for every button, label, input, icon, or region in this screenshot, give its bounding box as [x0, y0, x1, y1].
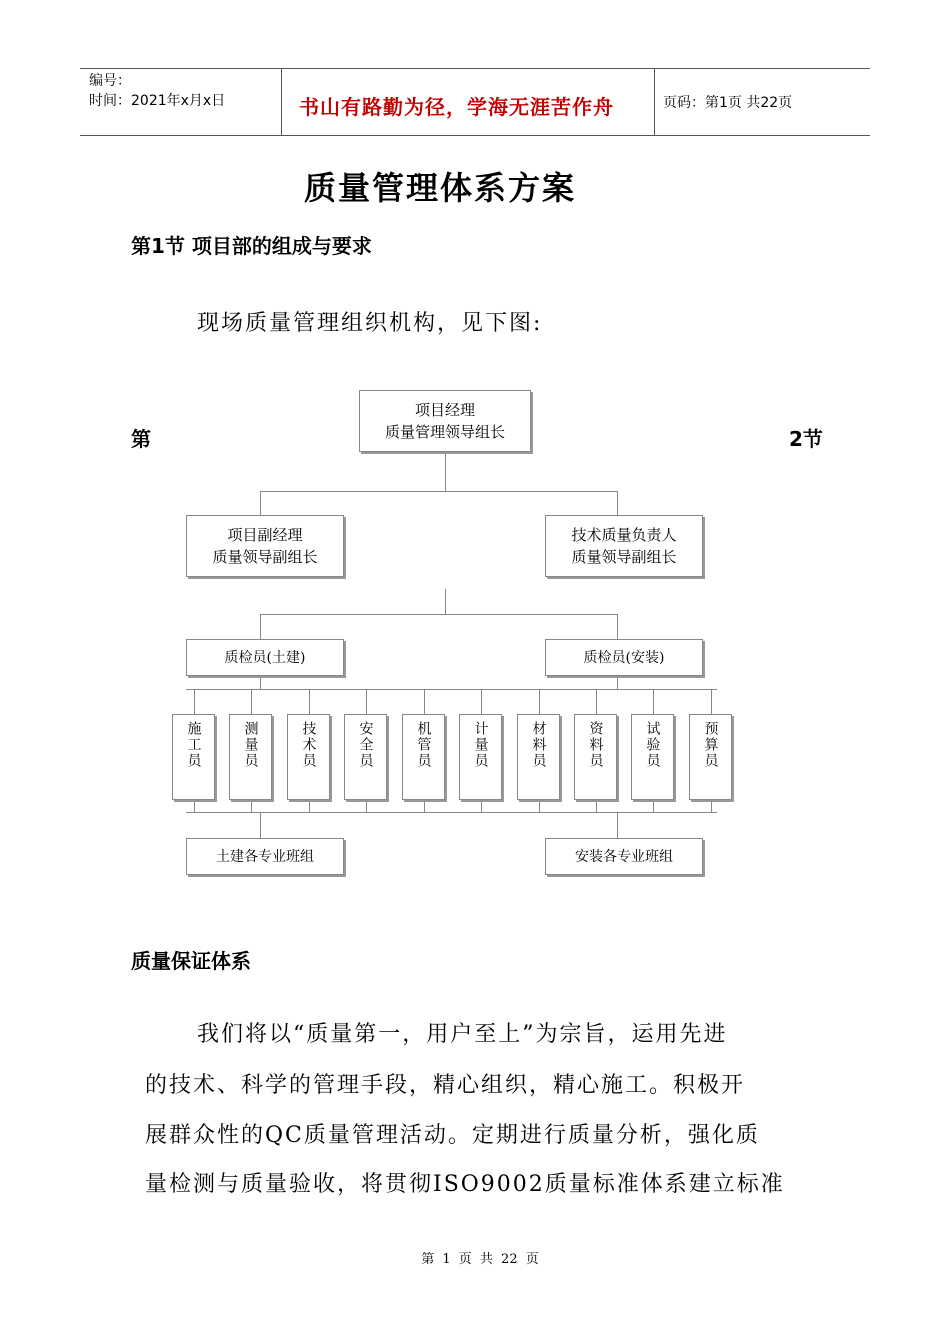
- node-line: 质检员(土建): [224, 649, 306, 666]
- connector-line: [251, 689, 252, 714]
- connector-line: [711, 689, 712, 714]
- org-node-staff: 资料员: [574, 714, 617, 800]
- connector-line: [653, 800, 654, 812]
- connector-line: [194, 800, 195, 812]
- connector-line: [424, 689, 425, 714]
- org-node-technical-quality-lead: [545, 515, 703, 577]
- connector-line: [617, 676, 618, 689]
- connector-line: [481, 800, 482, 812]
- org-node-team-install: [545, 838, 703, 875]
- node-line: 质量管理领导组长: [384, 423, 505, 441]
- connector-line: [596, 689, 597, 714]
- connector-line: [260, 491, 261, 515]
- org-node-inspector-install: [545, 639, 703, 676]
- org-node-staff: 试验员: [631, 714, 674, 800]
- connector-line: [260, 676, 261, 689]
- node-line: 土建各专业班组: [216, 848, 314, 865]
- org-node-staff: 预算员: [689, 714, 732, 800]
- paragraph-line: 我们将以“质量第一，用户至上”为宗旨，运用先进: [197, 1022, 728, 1047]
- connector-line: [186, 689, 717, 690]
- header-top-border: [80, 68, 870, 69]
- org-node-staff: 施工员: [172, 714, 215, 800]
- paragraph-line: 的技术、科学的管理手段，精心组织，精心施工。积极开: [145, 1073, 746, 1098]
- connector-line: [653, 689, 654, 714]
- org-node-team-civil: [186, 838, 344, 875]
- stray-heading-right: 2节: [789, 427, 823, 451]
- paragraph-line: 量检测与质量验收，将贯彻ISO9002质量标准体系建立标准: [145, 1172, 785, 1197]
- header-divider: [281, 68, 282, 136]
- org-node-staff: 安全员: [344, 714, 387, 800]
- org-node-staff: 计量员: [459, 714, 502, 800]
- connector-line: [539, 689, 540, 714]
- connector-line: [711, 800, 712, 812]
- connector-line: [309, 689, 310, 714]
- connector-line: [539, 800, 540, 812]
- doc-number-label: 编号：: [89, 73, 131, 89]
- org-node-staff: 技术员: [287, 714, 330, 800]
- intro-line: 现场质量管理组织机构，见下图:: [197, 311, 543, 336]
- connector-line: [445, 452, 446, 491]
- connector-line: [260, 812, 261, 838]
- connector-line: [309, 800, 310, 812]
- header-bottom-border: [80, 135, 870, 136]
- org-node-project-manager: [359, 390, 531, 452]
- connector-line: [186, 812, 717, 813]
- connector-line: [617, 614, 618, 639]
- section-2-heading: 质量保证体系: [131, 949, 251, 973]
- org-node-deputy-manager: [186, 515, 344, 577]
- node-line: 项目经理: [414, 401, 475, 419]
- connector-line: [424, 800, 425, 812]
- doc-time-label: 时间：2021年x月x日: [89, 93, 226, 109]
- section-1-heading: 第1节 项目部的组成与要求: [131, 234, 372, 258]
- stray-heading-left: 第: [131, 427, 151, 451]
- connector-line: [260, 491, 617, 492]
- connector-line: [194, 689, 195, 714]
- org-node-staff: 材料员: [517, 714, 560, 800]
- connector-line: [251, 800, 252, 812]
- page-footer: 第 1 页 共 22 页: [421, 1252, 539, 1267]
- connector-line: [366, 689, 367, 714]
- header-divider: [654, 68, 655, 136]
- header-page-info: 页码：第1页 共22页: [663, 95, 793, 111]
- paragraph-line: 展群众性的QC质量管理活动。定期进行质量分析，强化质: [145, 1123, 760, 1148]
- connector-line: [596, 800, 597, 812]
- connector-line: [260, 614, 617, 615]
- node-line: 技术质量负责人: [571, 526, 677, 544]
- connector-line: [445, 589, 446, 614]
- org-node-staff: 测量员: [229, 714, 272, 800]
- org-node-inspector-civil: [186, 639, 344, 676]
- org-node-staff: 机管员: [402, 714, 445, 800]
- connector-line: [366, 800, 367, 812]
- header-motto: 书山有路勤为径，学海无涯苦作舟: [299, 95, 614, 119]
- connector-line: [260, 614, 261, 639]
- node-line: 质量领导副组长: [212, 548, 318, 566]
- node-line: 安装各专业班组: [575, 848, 673, 865]
- connector-line: [617, 812, 618, 838]
- document-title: 质量管理体系方案: [303, 169, 576, 207]
- connector-line: [481, 689, 482, 714]
- node-line: 质量领导副组长: [571, 548, 677, 566]
- node-line: 项目副经理: [227, 526, 303, 544]
- node-line: 质检员(安装): [583, 649, 665, 666]
- connector-line: [617, 491, 618, 515]
